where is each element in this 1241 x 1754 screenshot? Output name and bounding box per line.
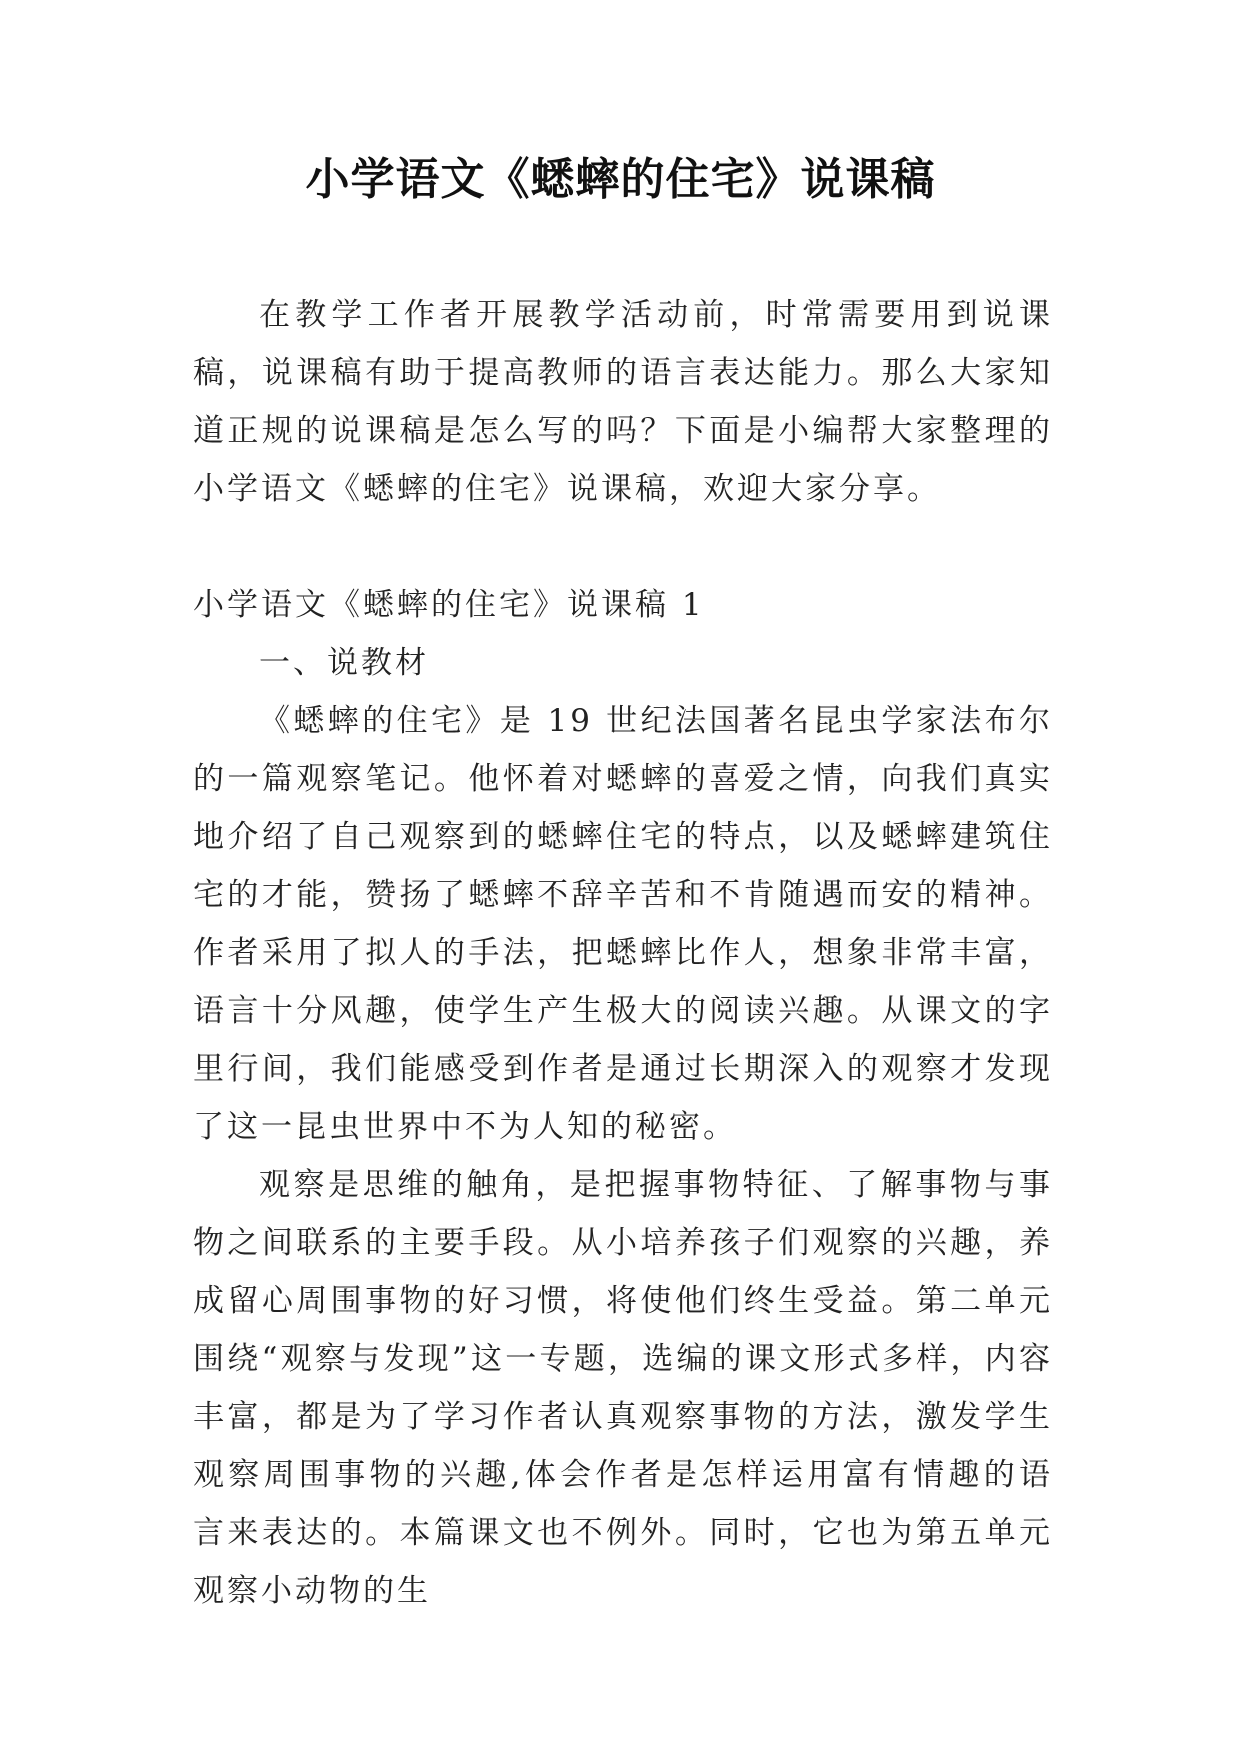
section-heading: 一、说教材 xyxy=(259,645,429,681)
document-body xyxy=(193,286,1053,1620)
document-title: 小学语文《蟋蟀的住宅》说课稿 xyxy=(305,154,936,205)
intro-paragraph: 在教学工作者开展教学活动前，时常需要用到说课稿，说课稿有助于提高教师的语言表达能力。那么大家知道正规的说课稿是怎么写的吗？下面是小编帮大家整理的小学语文《蟋蟀的住宅》说课稿，欢迎大家分享。 xyxy=(193,297,1053,507)
article-subheading: 小学语文《蟋蟀的住宅》说课稿 1 xyxy=(193,587,705,623)
body-paragraph: 观察是思维的触角，是把握事物特征、了解事物与事物之间联系的主要手段。从小培养孩子们观察的兴趣，养成留心周围事物的好习惯，将使他们终生受益。第二单元围绕“观察与发现”这一专题，选编的课文形式多样，内容丰富，都是为了学习作者认真观察事物的方法，激发学生观察周围事物的兴趣,体会作者是怎样运用富有情趣的语言来表达的。本篇课文也不例外。同时，它也为第五单元观察小动物的生 xyxy=(193,1167,1053,1609)
body-paragraph: 《蟋蟀的住宅》是 19 世纪法国著名昆虫学家法布尔的一篇观察笔记。他怀着对蟋蟀的喜爱之情，向我们真实地介绍了自己观察到的蟋蟀住宅的特点，以及蟋蟀建筑住宅的才能，赞扬了蟋蟀不辞辛苦和不肯随遇而安的精神。作者采用了拟人的手法，把蟋蟀比作人，想象非常丰富，语言十分风趣，使学生产生极大的阅读兴趣。从课文的字里行间，我们能感受到作者是通过长期深入的观察才发现了这一昆虫世界中不为人知的秘密。 xyxy=(193,703,1053,1145)
